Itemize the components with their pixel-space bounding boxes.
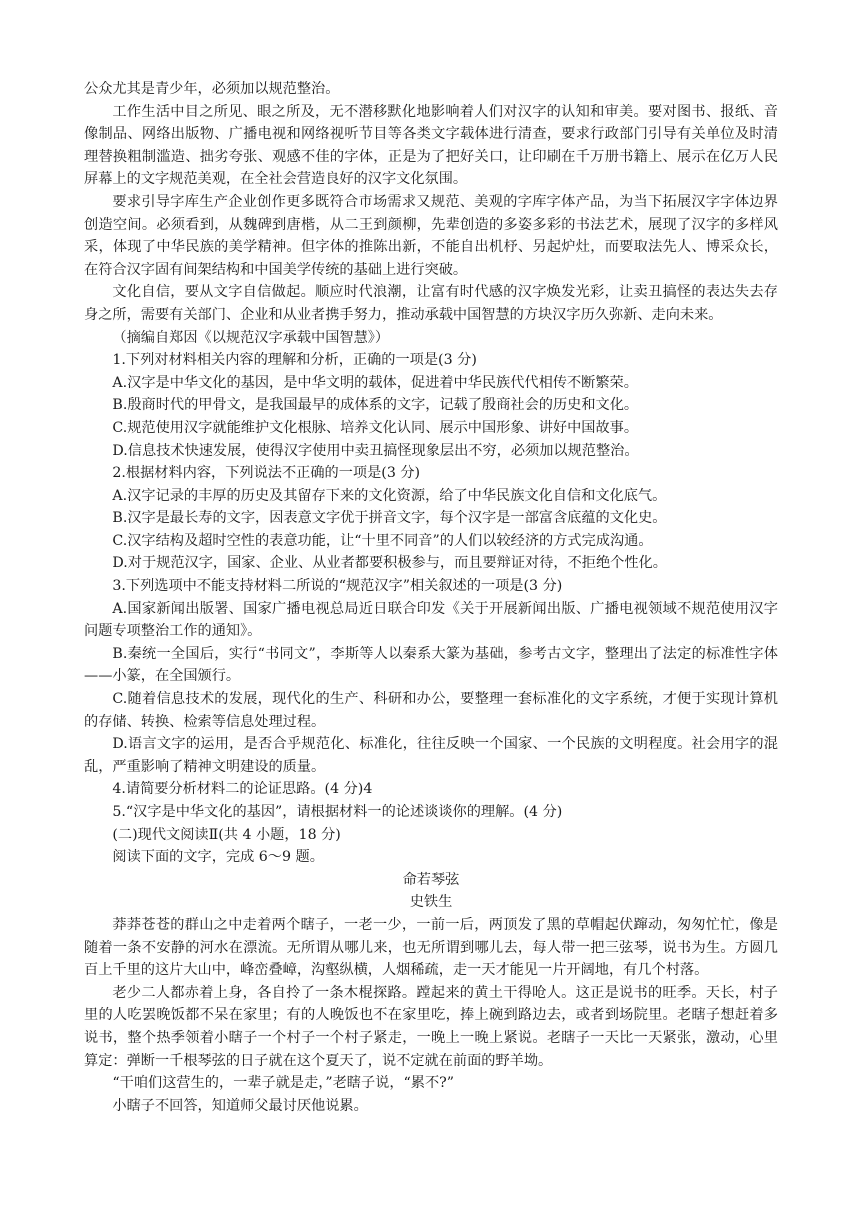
question-3: 3.下列选项中不能支持材料二所说的“规范汉字”相关叙述的一项是(3 分) [112, 578, 563, 595]
question-4: 4.请简要分析材料二的论证思路。(4 分)4 [112, 781, 373, 798]
option-1b: B.殷商时代的甲骨文，是我国最早的成体系的文字，记载了殷商社会的历史和文化。 [112, 397, 639, 414]
option-2c: C.汉字结构及超时空性的表意功能，让“十里不同音”的人们以较经济的方式完成沟通。 [112, 532, 653, 549]
option-2b: B.汉字是最长寿的文字，因表意文字优于拼音文字，每个汉字是一部富含底蕴的文化史。 [112, 510, 667, 527]
question-1: 1.下列对材料相关内容的理解和分析，正确的一项是(3 分) [112, 352, 477, 369]
option-2a: A.汉字记录的丰厚的历史及其留存下来的文化资源，给了中华民族文化自信和文化底气。 [112, 487, 667, 504]
document-page [84, 78, 778, 1117]
option-3a: A.国家新闻出版署、国家广播电视总局近日联合印发《关于开展新闻出版、广播电视领域不规范使用汉字问题专项整治工作的通知》。 [84, 600, 778, 640]
story-paragraph: “干咱们这营生的，一辈子就是走，”老瞎子说，“累不?” [112, 1075, 455, 1092]
paragraph: 公众尤其是青少年，必须加以规范整治。 [84, 81, 340, 97]
question-2: 2.根据材料内容，下列说法不正确的一项是(3 分) [112, 465, 421, 482]
story-title: 命若琴弦 [402, 871, 460, 888]
story-author: 史铁生 [409, 894, 453, 911]
option-3b: B.秦统一全国后，实行“书同文”，李斯等人以秦系大篆为基础，参考古文字，整理出了法定的标准性字体——小篆，在全国颁行。 [84, 645, 778, 685]
story-paragraph: 小瞎子不回答，知道师父最讨厌他说累。 [112, 1097, 368, 1114]
option-2d: D.对于规范汉字，国家、企业、从业者都要积极参与，而且要辩证对待，不拒绝个性化。 [112, 555, 667, 572]
section-heading: (二)现代文阅读Ⅱ(共 4 小题，18 分) [112, 826, 341, 843]
paragraph: 要求引导字库生产企业创作更多既符合市场需求又规范、美观的字库字体产品，为当下拓展汉字字体边界创造空间。必须看到，从魏碑到唐楷，从二王到颜柳，先辈创造的多姿多彩的书法艺术，展现了汉字的多样风采，体现了中华民族的美学精神。但字体的推陈出新，不能自出机杼、另起炉灶，而要取法先人、博采众长，在符合汉字固有间架结构和中国美学传统的基础上进行突破。 [84, 193, 778, 278]
section-instructions: 阅读下面的文字，完成 6～9 题。 [112, 849, 324, 866]
option-1c: C.规范使用汉字就能维护文化根脉、培养文化认同、展示中国形象、讲好中国故事。 [112, 419, 639, 436]
story-paragraph: 莽莽苍苍的群山之中走着两个瞎子，一老一少，一前一后，两顶发了黑的草帽起伏蹿动，匆匆忙忙，像是随着一条不安静的河水在漂流。无所谓从哪儿来，也无所谓到哪儿去，每人带一把三弦琴，说书为生。方圆几百上千里的这片大山中，峰峦叠嶂，沟壑纵横，人烟稀疏，走一天才能见一片开阔地，有几个村落。 [84, 916, 778, 979]
option-3c: C.随着信息技术的发展，现代化的生产、科研和办公，要整理一套标准化的文字系统，才便于实现计算机的存储、转换、检索等信息处理过程。 [84, 691, 778, 730]
option-1a: A.汉字是中华文化的基因，是中华文明的载体，促进着中华民族代代相传不断繁荣。 [112, 374, 638, 391]
paragraph: 工作生活中目之所见、眼之所及，无不潜移默化地影响着人们对汉字的认知和审美。要对图书、报纸、音像制品、网络出版物、广播电视和网络视听节目等各类文字载体进行清查，要求行政部门引导有关单位及时清理替换粗制滥造、拙劣夸张、观感不佳的字体，正是为了把好关口，让印刷在千万册书籍上、展示在亿万人民屏幕上的文字规范美观，在全社会营造良好的汉字文化氛围。 [84, 103, 778, 188]
option-1d: D.信息技术快速发展，使得汉字使用中卖丑搞怪现象层出不穷，必须加以规范整治。 [112, 442, 639, 459]
story-paragraph: 老少二人都赤着上身，各自拎了一条木棍探路。蹚起来的黄土干得呛人。这正是说书的旺季。天长，村子里的人吃罢晚饭都不呆在家里；有的人晚饭也不在家里吃，捧上碗到路边去，或者到场院里。老瞎子想赶着多说书，整个热季领着小瞎子一个村子一个村子紧走，一晚上一晚上紧说。老瞎子一天比一天紧张，激动，心里算定：弹断一千根琴弦的日子就在这个夏天了，说不定就在前面的野羊坳。 [84, 984, 778, 1069]
paragraph: 文化自信，要从文字自信做起。顺应时代浪潮，让富有时代感的汉字焕发光彩，让卖丑搞怪的表达失去存身之所，需要有关部门、企业和从业者携手努力，推动承载中国智慧的方块汉字历久弥新、走向未来。 [84, 284, 778, 323]
question-5: 5.“汉字是中华文化的基因”，请根据材料一的论述谈谈你的理解。(4 分) [112, 804, 563, 820]
option-3d: D.语言文字的运用，是否合乎规范化、标准化，往往反映一个国家、一个民族的文明程度。社会用字的混乱，严重影响了精神文明建设的质量。 [84, 736, 778, 775]
source-citation: （摘编自郑因《以规范汉字承载中国智慧》） [112, 329, 390, 346]
